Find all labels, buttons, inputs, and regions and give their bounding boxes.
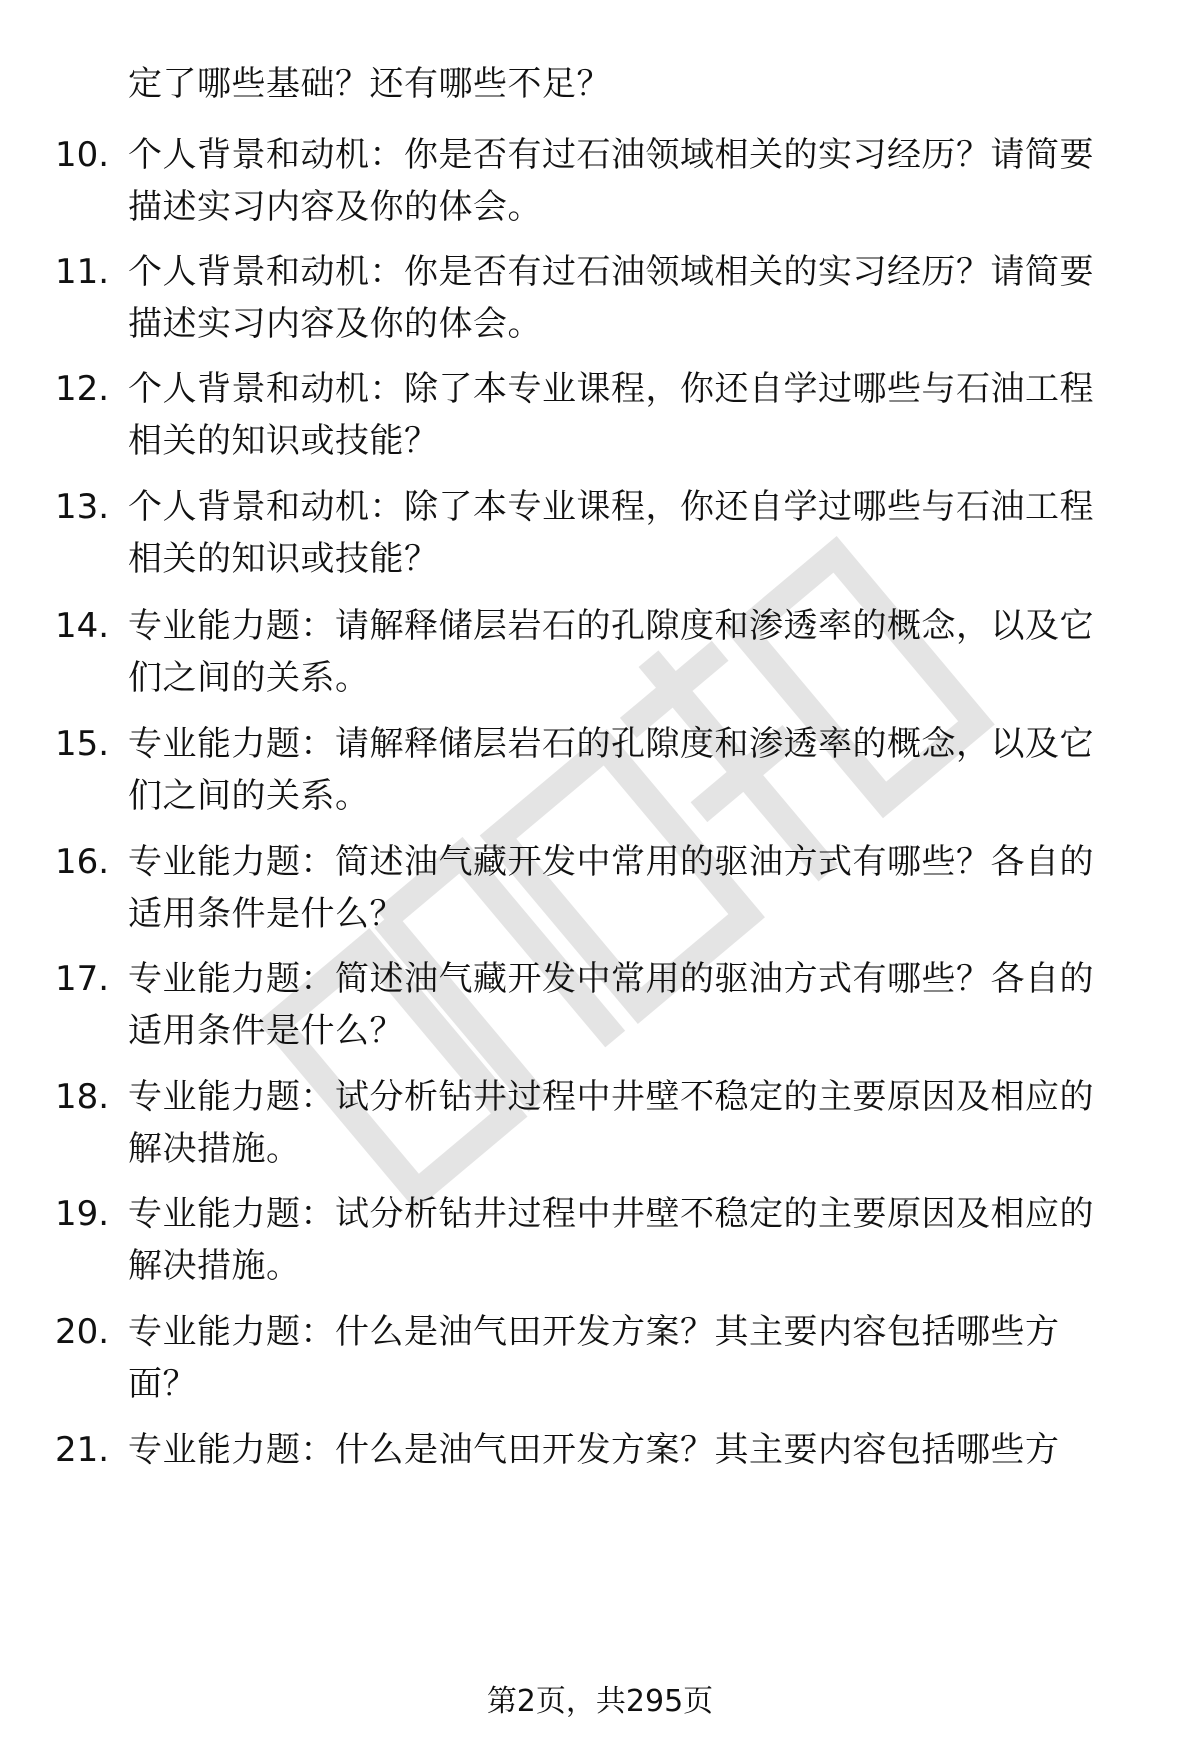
item-text-line: 适用条件是什么？ (128, 894, 404, 934)
page-number-footer: 第2页，共295页 (486, 1684, 714, 1719)
item-number: 10. (55, 135, 110, 175)
item-text-line: 解决措施。 (128, 1246, 301, 1286)
item-text-line: 描述实习内容及你的体会。 (128, 187, 542, 227)
item-text-line: 们之间的关系。 (128, 658, 370, 698)
item-text-line: 个人背景和动机：你是否有过石油领域相关的实习经历？请简要 (128, 135, 1094, 175)
item-number: 12. (55, 369, 110, 409)
item-text-line: 解决措施。 (128, 1129, 301, 1169)
item-number: 19. (55, 1194, 110, 1234)
item-text-line: 个人背景和动机：你是否有过石油领域相关的实习经历？请简要 (128, 252, 1094, 292)
item-text-line: 专业能力题：请解释储层岩石的孔隙度和渗透率的概念，以及它 (128, 606, 1094, 646)
item-number: 17. (55, 959, 110, 999)
item-text-line: 定了哪些基础？还有哪些不足？ (128, 64, 611, 104)
item-text-line: 专业能力题：试分析钻井过程中井壁不稳定的主要原因及相应的 (128, 1077, 1094, 1117)
item-text-line: 适用条件是什么？ (128, 1011, 404, 1051)
item-number: 13. (55, 487, 110, 527)
item-text-line: 专业能力题：试分析钻井过程中井壁不稳定的主要原因及相应的 (128, 1194, 1094, 1234)
item-text-line: 相关的知识或技能？ (128, 539, 439, 579)
item-text-line: 专业能力题：什么是油气田开发方案？其主要内容包括哪些方 (128, 1430, 1060, 1470)
item-number: 11. (55, 252, 110, 292)
item-text-line: 专业能力题：什么是油气田开发方案？其主要内容包括哪些方 (128, 1312, 1060, 1352)
item-text-line: 专业能力题：简述油气藏开发中常用的驱油方式有哪些？各自的 (128, 959, 1094, 999)
item-text-line: 们之间的关系。 (128, 776, 370, 816)
item-text-line: 个人背景和动机：除了本专业课程，你还自学过哪些与石油工程 (128, 369, 1094, 409)
item-text-line: 相关的知识或技能？ (128, 421, 439, 461)
item-number: 21. (55, 1430, 110, 1470)
item-number: 18. (55, 1077, 110, 1117)
item-number: 15. (55, 724, 110, 764)
item-text-line: 个人背景和动机：除了本专业课程，你还自学过哪些与石油工程 (128, 487, 1094, 527)
item-text-line: 描述实习内容及你的体会。 (128, 304, 542, 344)
item-text-line: 面？ (128, 1364, 197, 1404)
item-text-line: 专业能力题：请解释储层岩石的孔隙度和渗透率的概念，以及它 (128, 724, 1094, 764)
item-number: 16. (55, 842, 110, 882)
item-text-line: 专业能力题：简述油气藏开发中常用的驱油方式有哪些？各自的 (128, 842, 1094, 882)
item-number: 14. (55, 606, 110, 646)
item-number: 20. (55, 1312, 110, 1352)
